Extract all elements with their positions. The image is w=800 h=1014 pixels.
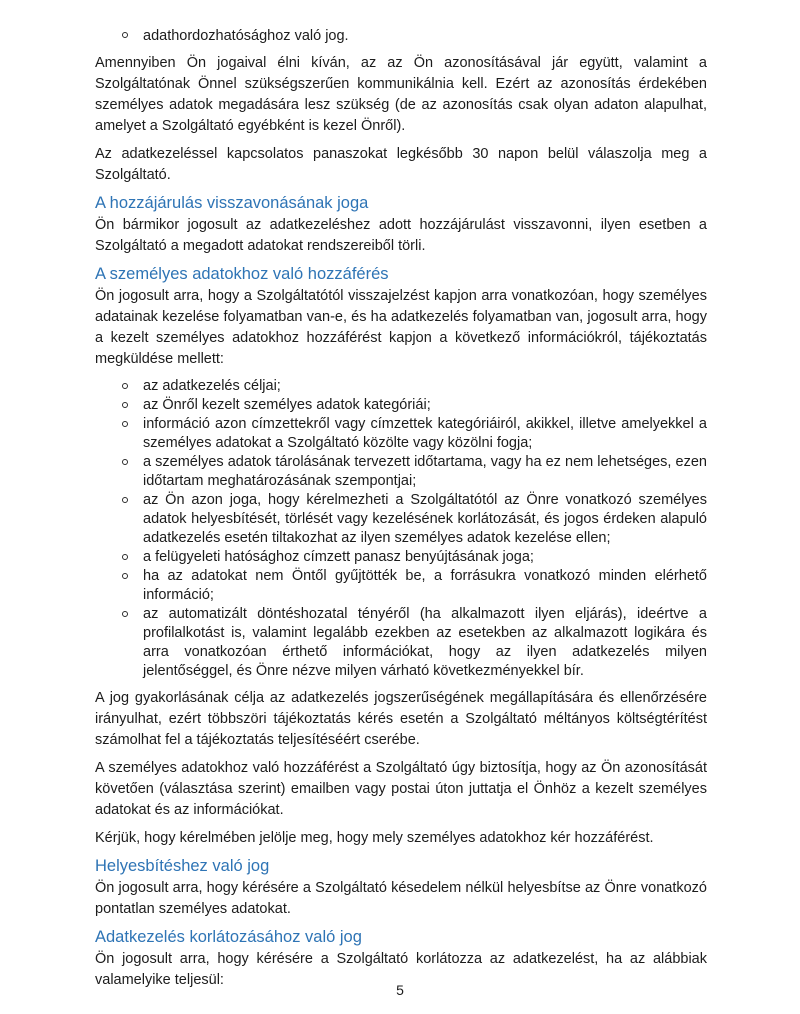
- circle-bullet-icon: [122, 402, 128, 408]
- circle-bullet-icon: [122, 573, 128, 579]
- paragraph-complaints: Az adatkezeléssel kapcsolatos panaszokat legkésőbb 30 napon belül válaszolja meg a Szolgáltató.: [95, 146, 707, 183]
- list-item: [95, 377, 707, 396]
- list-item-text: az automatizált döntéshozatal tényéről (ha alkalmazott ilyen eljárás), ideértve a profilalkotást is, valamint legalább ezekben az esetekben az alkalmazott logikára és arra vonatkozóan érthető információkat, hogy az ilyen adatkezelés milyen jelentőséggel, és Önre nézve milyen várható következményekkel bír.: [143, 606, 707, 679]
- circle-bullet-icon: [122, 421, 128, 427]
- page-number: 5: [396, 982, 404, 998]
- list-item: [95, 453, 707, 491]
- list-item: [95, 605, 707, 681]
- paragraph-restriction: Ön jogosult arra, hogy kérésére a Szolgáltató korlátozza az adatkezelést, ha az alábbiak valamelyike teljesül:: [95, 951, 707, 988]
- section-heading-withdrawal: A hozzájárulás visszavonásának joga: [95, 194, 369, 212]
- circle-bullet-icon: [122, 611, 128, 617]
- section-heading-restriction: Adatkezelés korlátozásához való jog: [95, 928, 362, 946]
- list-item: [95, 567, 707, 605]
- paragraph-identification: Amennyiben Ön jogaival élni kíván, az az Ön azonosításával jár együtt, valamint a Szolgáltatónak Önnel szükségszerűen kommunikálnia kell. Ezért az azonosítás érdekében személyes adatok megadására lesz szükség (de az azonosítás csak olyan adaton alapulhat, amelyet a Szolgáltató egyébként is kezel Önről).: [95, 55, 707, 134]
- list-item: [95, 396, 707, 415]
- list-item: [95, 415, 707, 453]
- access-rights-list: [95, 377, 707, 681]
- list-item-text: információ azon címzettekről vagy címzettek kategóriáiról, akikkel, illetve amelyekkel a személyes adatokat a Szolgáltató közölte vagy közölni fogja;: [143, 416, 707, 451]
- circle-bullet-icon: [122, 497, 128, 503]
- list-item: [95, 26, 707, 46]
- paragraph-access-purpose: A jog gyakorlásának célja az adatkezelés jogszerűségének megállapítására és ellenőrzésére irányulhat, ezért többszöri tájékoztatás kérés esetén a Szolgáltató méltányos költségtérítést számolhat fel a tájékoztatás teljesítéséért cserébe.: [95, 690, 707, 748]
- list-item-text: az adatkezelés céljai;: [143, 378, 281, 394]
- section-heading-access: A személyes adatokhoz való hozzáférés: [95, 265, 389, 283]
- circle-bullet-icon: [122, 459, 128, 465]
- paragraph-access-delivery: A személyes adatokhoz való hozzáférést a Szolgáltató úgy biztosítja, hogy az Ön azonosítását követően (választása szerint) emailben vagy postai úton juttatja el Önhöz a kezelt személyes adatokat és az információkat.: [95, 760, 707, 818]
- list-item-text: ha az adatokat nem Öntől gyűjtötték be, a forrásukra vonatkozó minden elérhető információ;: [143, 568, 707, 603]
- list-item: [95, 548, 707, 567]
- paragraph-withdrawal: Ön bármikor jogosult az adatkezeléshez adott hozzájárulást visszavonni, ilyen esetben a Szolgáltató a megadott adatokat rendszereiből törli.: [95, 217, 707, 254]
- circle-bullet-icon: [122, 554, 128, 560]
- section-heading-rectification: Helyesbítéshez való jog: [95, 857, 270, 875]
- list-item-text: a személyes adatok tárolásának tervezett időtartama, vagy ha ez nem lehetséges, ezen időtartam meghatározásának szempontjai;: [143, 454, 707, 489]
- list-item-text: az Ön azon joga, hogy kérelmezheti a Szolgáltatótól az Önre vonatkozó személyes adatok helyesbítését, törlését vagy kezelésének korlátozását, és jogos érdeken alapuló adatkezelés esetén tiltakozhat az ilyen személyes adatok kezelése ellen;: [143, 492, 707, 546]
- intro-bullet-list: [95, 26, 707, 46]
- paragraph-access-intro: Ön jogosult arra, hogy a Szolgáltatótól visszajelzést kapjon arra vonatkozóan, hogy személyes adatainak kezelése folyamatban van-e, és ha adatkezelés folyamatban van, jogosult arra, hogy a kezelt személyes adatokhoz hozzáférést kapjon a következő információkról, tájékoztatás megküldése mellett:: [95, 288, 707, 367]
- list-item-text: adathordozhatósághoz való jog.: [143, 28, 349, 44]
- list-item: [95, 491, 707, 548]
- list-item-text: az Önről kezelt személyes adatok kategóriái;: [143, 397, 431, 413]
- circle-bullet-icon: [122, 383, 128, 389]
- paragraph-access-request: Kérjük, hogy kérelmében jelölje meg, hogy mely személyes adatokhoz kér hozzáférést.: [95, 830, 654, 846]
- paragraph-rectification: Ön jogosult arra, hogy kérésére a Szolgáltató késedelem nélkül helyesbítse az Önre vonatkozó pontatlan személyes adatokat.: [95, 880, 707, 917]
- circle-bullet-icon: [122, 32, 128, 38]
- list-item-text: a felügyeleti hatósághoz címzett panasz benyújtásának joga;: [143, 549, 534, 565]
